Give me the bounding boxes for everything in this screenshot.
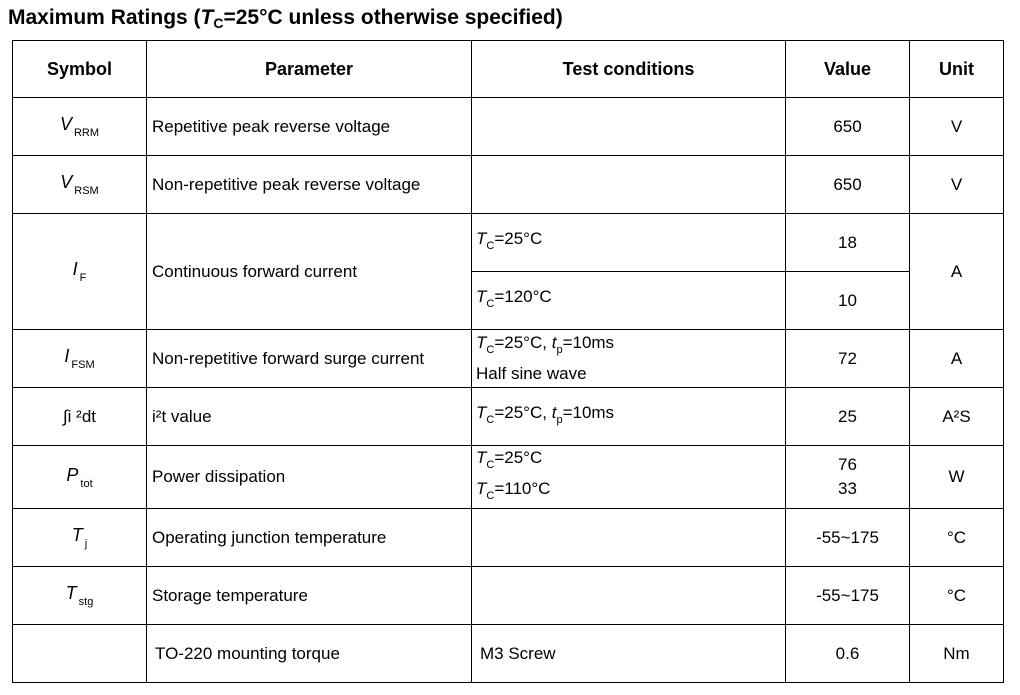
conditions-cell <box>472 567 786 625</box>
header-symbol: Symbol <box>13 41 147 98</box>
value-cell: 650 <box>786 98 910 156</box>
table-row <box>13 156 1004 214</box>
table-row <box>13 388 1004 446</box>
header-parameter: Parameter <box>147 41 472 98</box>
value-cell: -55~175 <box>786 567 910 625</box>
conditions-cell: M3 Screw <box>472 625 786 683</box>
symbol-cell: T $_{stg}$ <box>13 567 147 625</box>
table-row <box>13 509 1004 567</box>
conditions-cell: $T_C=25^\circ C$ $T_C=110^\circ C$ <box>472 446 786 509</box>
value-cell: 10 <box>786 272 910 330</box>
table-row <box>13 446 1004 509</box>
parameter-cell: Power dissipation <box>147 446 472 509</box>
header-conditions: Test conditions <box>472 41 786 98</box>
value-cell: 76 33 <box>786 446 910 509</box>
unit-cell: Nm <box>910 625 1004 683</box>
value-cell: 0.6 <box>786 625 910 683</box>
header-unit: Unit <box>910 41 1004 98</box>
parameter-cell: Operating junction temperature <box>147 509 472 567</box>
unit-cell: V <box>910 98 1004 156</box>
conditions-cell <box>472 156 786 214</box>
table-row <box>13 625 1004 683</box>
table-row <box>13 98 1004 156</box>
symbol-cell: V $_{RRM}$ <box>13 98 147 156</box>
conditions-cell: $T_C=120^\circ C$ <box>472 272 786 330</box>
parameter-cell: Non-repetitive peak reverse voltage <box>147 156 472 214</box>
value-cell: 650 <box>786 156 910 214</box>
conditions-cell: $T_C=25^\circ C$ <box>472 214 786 272</box>
header-value: Value <box>786 41 910 98</box>
unit-cell: °C <box>910 509 1004 567</box>
symbol-cell: V $_{RSM}$ <box>13 156 147 214</box>
conditions-cell <box>472 509 786 567</box>
symbol-cell: I $_{FSM}$ <box>13 330 147 388</box>
parameter-cell: TO-220 mounting torque <box>147 625 472 683</box>
page-title: Maximum Ratings ($T_C=25^\circ C$ unless otherwise specified) <box>8 6 563 31</box>
symbol-cell: ∫i ²dt <box>13 388 147 446</box>
table-row <box>13 214 1004 272</box>
table-row <box>13 330 1004 388</box>
unit-cell: V <box>910 156 1004 214</box>
parameter-cell: Continuous forward current <box>147 214 472 330</box>
parameter-cell: Storage temperature <box>147 567 472 625</box>
value-cell: 18 <box>786 214 910 272</box>
conditions-cell: $T_C=25^\circ C$, $t_p=10ms$ <box>472 388 786 446</box>
conditions-cell: $T_C=25^\circ C$, $t_p=10ms$ Half sine wave <box>472 330 786 388</box>
unit-cell: A²S <box>910 388 1004 446</box>
symbol-cell: I $_F$ <box>13 214 147 330</box>
unit-cell: W <box>910 446 1004 509</box>
parameter-cell: i²t value <box>147 388 472 446</box>
unit-cell: °C <box>910 567 1004 625</box>
symbol-cell: P $_{tot}$ <box>13 446 147 509</box>
maximum-ratings-table <box>12 40 1004 683</box>
parameter-cell: Repetitive peak reverse voltage <box>147 98 472 156</box>
parameter-cell: Non-repetitive forward surge current <box>147 330 472 388</box>
value-cell: 25 <box>786 388 910 446</box>
unit-cell: A <box>910 214 1004 330</box>
value-cell: 72 <box>786 330 910 388</box>
table-row <box>13 567 1004 625</box>
unit-cell: A <box>910 330 1004 388</box>
symbol-cell: T $_j$ <box>13 509 147 567</box>
symbol-cell <box>13 625 147 683</box>
header-row <box>13 41 1004 98</box>
value-cell: -55~175 <box>786 509 910 567</box>
conditions-cell <box>472 98 786 156</box>
